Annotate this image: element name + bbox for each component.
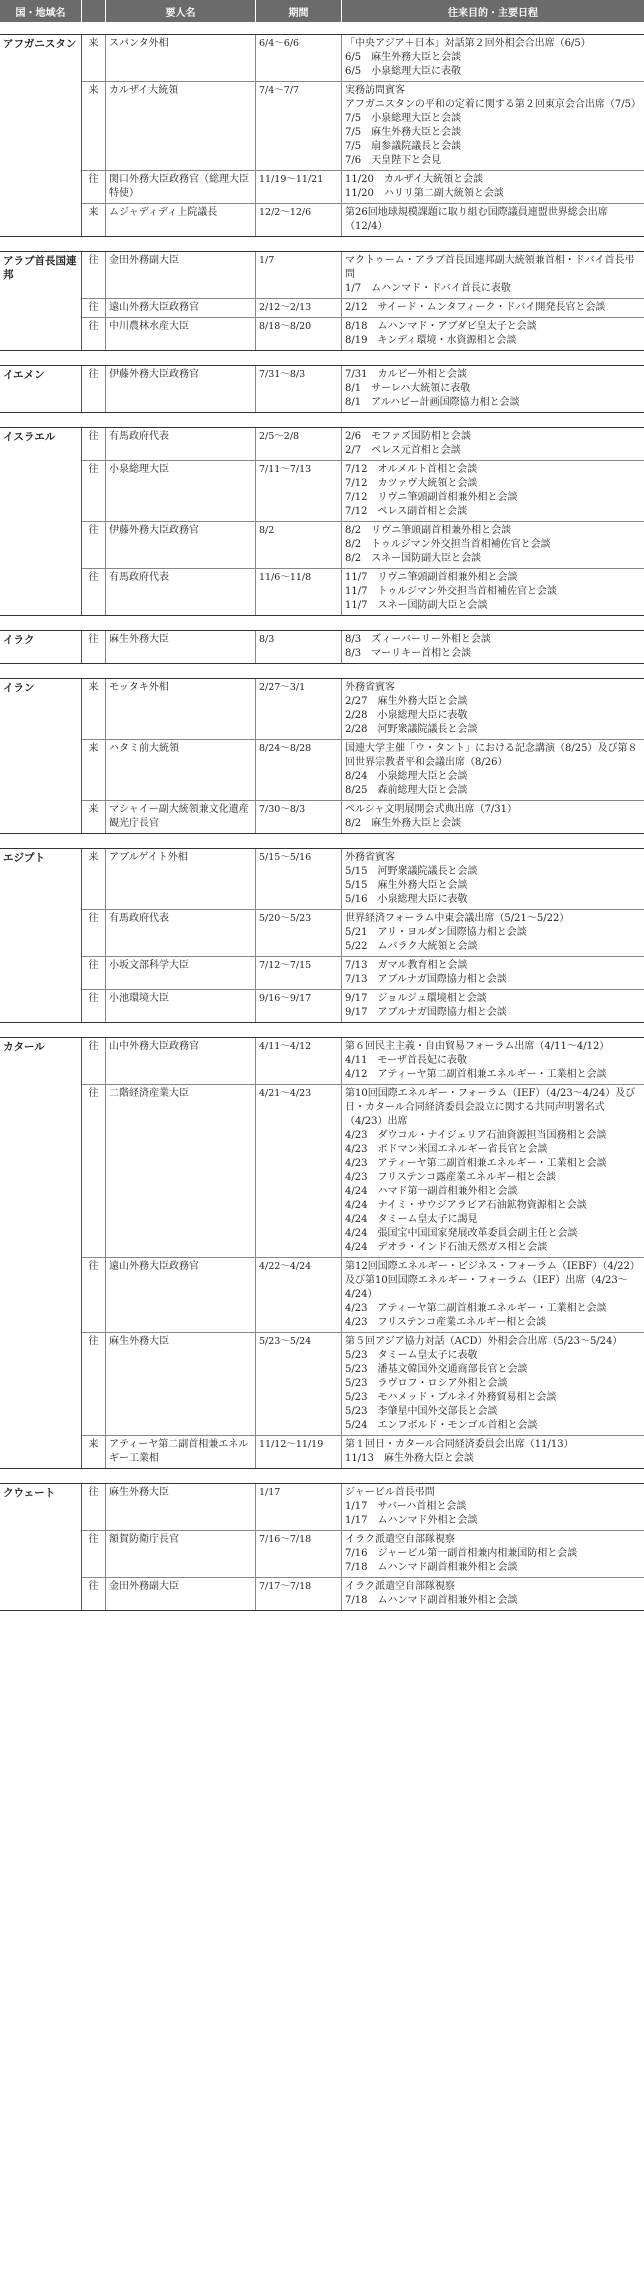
schedule-line: 6/5 麻生外務大臣と会談 [345,52,462,63]
schedule-line: 7/18 ムハンマド副首相兼外相と会談 [345,1562,518,1573]
schedule-line: 7/12 ペレス副首相と会談 [345,506,468,517]
purpose-cell [342,252,644,298]
person-cell: ムジャディディ上院議長 [106,204,256,236]
schedule-line: イラク派遣空自部隊視察 [345,1581,455,1592]
direction-cell: 往 [82,1578,106,1610]
direction-cell: 往 [82,1085,106,1257]
schedule-line: 9/17 アブルナガ国際協力相と会談 [345,1007,507,1018]
purpose-cell [342,990,644,1022]
period-cell: 2/12～2/13 [256,299,342,317]
schedule-line: 4/23 ボドマン米国エネルギー省長官と会談 [345,1144,548,1155]
schedule-line: 8/2 麻生外務大臣と会談 [345,818,462,829]
direction-cell: 来 [82,849,106,909]
schedule-line: 7/12 リヴニ筆頭副首相兼外相と会談 [345,492,518,503]
schedule-line: イラク派遣空自部隊視察 [345,1534,455,1545]
direction-cell: 往 [82,252,106,298]
purpose-cell [342,366,644,412]
period-cell: 8/24～8/28 [256,740,342,800]
schedule-line: 7/5 小泉総理大臣と会談 [345,113,462,124]
table-row [82,957,644,990]
schedule-line: 第１回日・カタール合同経済委員会出席（11/13） [345,1439,574,1450]
period-cell: 6/4～6/6 [256,35,342,81]
direction-cell: 来 [82,82,106,170]
person-cell: 金田外務副大臣 [106,252,256,298]
schedule-line: 第５回アジア協力対話（ACD）外相会合出席（5/23～5/24） [345,1336,623,1347]
person-cell: 関口外務大臣政務官（総理大臣特使） [106,171,256,203]
schedule-line: 2/28 小泉総理大臣に表敬 [345,710,468,721]
schedule-line: 5/23 潘基文韓国外交通商部長官と会談 [345,1364,528,1375]
direction-cell: 往 [82,299,106,317]
schedule-line: 1/17 サバーハ首相と会談 [345,1501,467,1512]
schedule-line: 第12回国際エネルギー・ビジネス・フォーラム（IEBF）（4/22）及び第10回国際エネルギー・フォーラム（IEF）出席（4/23～4/24） [345,1261,640,1300]
purpose-cell [342,569,644,615]
table-row [82,990,644,1022]
purpose-cell [342,1258,644,1332]
schedule-line: 2/6 モファズ国防相と会談 [345,431,471,442]
purpose-cell [342,35,644,81]
table-row [82,1258,644,1333]
purpose-cell [342,82,644,170]
schedule-line: 8/1 アルハビー計画国際協力相と会談 [345,397,520,408]
person-cell: 遠山外務大臣政務官 [106,1258,256,1332]
schedule-line: 8/19 キンディ環境・水資源相と会談 [345,335,517,346]
period-cell: 5/20～5/23 [256,910,342,956]
table-row [82,1085,644,1258]
purpose-cell [342,461,644,521]
period-cell: 8/2 [256,522,342,568]
direction-cell: 往 [82,1038,106,1084]
period-cell: 5/23～5/24 [256,1333,342,1435]
person-cell: 山中外務大臣政務官 [106,1038,256,1084]
period-cell: 7/11～7/13 [256,461,342,521]
table-row [82,740,644,801]
schedule-line: 第26回地球規模課題に取り組む国際議員連盟世界総会出席（12/4） [345,207,608,232]
direction-cell: 往 [82,1531,106,1577]
country-group [0,1037,644,1469]
table-header [0,0,644,22]
schedule-line: 4/23 ダウコル・ナイジェリア石油資源担当国務相と会談 [345,1130,607,1141]
schedule-line: 「中央アジア＋日本」対話第２回外相会合出席（6/5） [345,38,591,49]
schedule-line: 8/3 マーリキー首相と会談 [345,648,472,659]
purpose-cell [342,1436,644,1468]
table-row [82,631,644,663]
period-cell: 2/27～3/1 [256,679,342,739]
purpose-cell [342,910,644,956]
person-cell: スパンタ外相 [106,35,256,81]
country-group [0,427,644,616]
schedule-line: 5/21 アリ・ヨルダン国際協力相と会談 [345,927,527,938]
direction-cell: 来 [82,740,106,800]
period-cell: 9/16～9/17 [256,990,342,1022]
schedule-line: 5/23 ラヴロフ・ロシア外相と会談 [345,1378,508,1389]
country-group [0,1483,644,1611]
direction-cell: 往 [82,1484,106,1530]
schedule-line: 4/11 モーザ首長妃に表敬 [345,1055,468,1066]
schedule-line: 9/17 ジョルジュ環境相と会談 [345,993,487,1004]
person-cell: 小坂文部科学大臣 [106,957,256,989]
schedule-line: 世界経済フォーラム中東会議出席（5/21～5/22） [345,913,570,924]
header-direction [82,0,106,22]
schedule-line: 7/6 天皇陛下と会見 [345,155,442,166]
schedule-line: 4/24 ハマド第一副首相兼外相と会談 [345,1186,518,1197]
schedule-line: 7/18 ムハンマド副首相兼外相と会談 [345,1595,518,1606]
schedule-line: 8/2 スネー国防副大臣と会談 [345,553,482,564]
direction-cell: 往 [82,461,106,521]
period-cell: 11/6～11/8 [256,569,342,615]
period-cell: 11/19～11/21 [256,171,342,203]
direction-cell: 来 [82,204,106,236]
period-cell: 7/30～8/3 [256,801,342,833]
period-cell: 7/16～7/18 [256,1531,342,1577]
direction-cell: 来 [82,1436,106,1468]
schedule-line: 5/23 李肇星中国外交部長と会談 [345,1406,498,1417]
schedule-line: 11/7 リヴニ筆頭副首相兼外相と会談 [345,572,518,583]
table-row [82,569,644,615]
country-name: エジプト [0,849,82,1022]
schedule-line: 4/12 アティーヤ第二副首相兼エネルギー・工業相と会談 [345,1069,607,1080]
schedule-line: 7/13 ガマル教育相と会談 [345,960,468,971]
schedule-line: 7/31 カルビー外相と会談 [345,369,468,380]
country-group [0,678,644,834]
table-row [82,679,644,740]
schedule-line: 5/22 ムバラク大統領と会談 [345,941,478,952]
schedule-line: 8/1 サーレハ大統領に表敬 [345,383,471,394]
period-cell: 2/5～2/8 [256,428,342,460]
person-cell: 小池環境大臣 [106,990,256,1022]
person-cell: 有馬政府代表 [106,428,256,460]
schedule-line: 5/24 エンフボルド・モンゴル首相と会談 [345,1420,538,1431]
schedule-line: 国連大学主催「ウ・タント」における記念講演（8/25）及び第８回世界宗教者平和会議出席（8/26） [345,743,638,768]
table-row [82,171,644,204]
table-row [82,204,644,236]
person-cell: 有馬政府代表 [106,910,256,956]
direction-cell: 往 [82,171,106,203]
table-row [82,849,644,910]
person-cell: 遠山外務大臣政務官 [106,299,256,317]
country-group [0,251,644,351]
schedule-line: 6/5 小泉総理大臣に表敬 [345,66,462,77]
person-cell: 中川農林水産大臣 [106,318,256,350]
schedule-line: 7/5 麻生外務大臣と会談 [345,127,462,138]
schedule-line: 5/23 タミーム皇太子に表敬 [345,1350,478,1361]
purpose-cell [342,1085,644,1257]
schedule-line: 1/17 ムハンマド外相と会談 [345,1515,478,1526]
schedule-line: 4/23 フリステンコ露産業エネルギー相と会談 [345,1172,557,1183]
country-name: カタール [0,1038,82,1468]
person-cell: 麻生外務大臣 [106,631,256,663]
schedule-line: 5/15 河野衆議院議長と会談 [345,866,478,877]
schedule-line: 8/24 小泉総理大臣と会談 [345,771,468,782]
person-cell: アブルゲイト外相 [106,849,256,909]
person-cell: 額賀防衛庁長官 [106,1531,256,1577]
person-cell: 伊藤外務大臣政務官 [106,366,256,412]
period-cell: 4/22～4/24 [256,1258,342,1332]
purpose-cell [342,679,644,739]
period-cell: 1/17 [256,1484,342,1530]
direction-cell: 往 [82,1258,106,1332]
period-cell: 8/18～8/20 [256,318,342,350]
period-cell: 7/4～7/7 [256,82,342,170]
country-name: クウェート [0,1484,82,1610]
country-group [0,34,644,237]
schedule-line: 7/12 カツァヴ大統領と会談 [345,478,478,489]
country-group [0,848,644,1023]
schedule-line: 2/12 サイード・ムンタフィーク・ドバイ開発長官と会談 [345,302,606,313]
schedule-line: 8/2 トゥルジマン外交担当首相補佐官と会談 [345,539,551,550]
table-row [82,82,644,171]
purpose-cell [342,204,644,236]
person-cell: 小泉総理大臣 [106,461,256,521]
schedule-line: マクトゥーム・アラブ首長国連邦副大統領兼首相・ドバイ首長弔問 [345,255,635,280]
schedule-line: 2/27 麻生外務大臣と会談 [345,696,468,707]
schedule-line: 11/20 ハリリ第二副大統領と会談 [345,188,504,199]
direction-cell: 往 [82,569,106,615]
person-cell: 二階経済産業大臣 [106,1085,256,1257]
country-group [0,630,644,664]
person-cell: 麻生外務大臣 [106,1333,256,1435]
table-row [82,1531,644,1578]
schedule-line: 8/25 森前総理大臣と会談 [345,785,468,796]
table-row [82,299,644,318]
schedule-line: 11/7 スネー国防副大臣と会談 [345,600,488,611]
header-purpose: 往来目的・主要日程 [448,7,538,19]
period-cell: 7/17～7/18 [256,1578,342,1610]
schedule-line: 2/28 河野衆議院議長と会談 [345,724,478,735]
purpose-cell [342,1578,644,1610]
person-cell: 金田外務副大臣 [106,1578,256,1610]
country-group [0,365,644,413]
period-cell: 7/12～7/15 [256,957,342,989]
table-row [82,1484,644,1531]
purpose-cell [342,957,644,989]
purpose-cell [342,1333,644,1435]
direction-cell: 往 [82,522,106,568]
table-body [0,34,644,1611]
table-row [82,252,644,299]
period-cell: 4/21～4/23 [256,1085,342,1257]
country-name: イラン [0,679,82,833]
purpose-cell [342,1531,644,1577]
table-row [82,522,644,569]
schedule-line: 11/7 トゥルジマン外交担当首相補佐官と会談 [345,586,557,597]
schedule-line: 7/5 扇参議院議長と会談 [345,141,462,152]
schedule-line: 外務省賓客 [345,852,395,863]
person-cell: カルザイ大統領 [106,82,256,170]
schedule-line: 外務省賓客 [345,682,395,693]
country-name: イラク [0,631,82,663]
purpose-cell [342,428,644,460]
period-cell: 5/15～5/16 [256,849,342,909]
table-row [82,910,644,957]
purpose-cell [342,318,644,350]
schedule-line: 8/18 ムハンマド・アブダビ皇太子と会談 [345,321,537,332]
table-row [82,801,644,833]
period-cell: 12/2～12/6 [256,204,342,236]
person-cell: 麻生外務大臣 [106,1484,256,1530]
schedule-line: 4/23 アティーヤ第二副首相兼エネルギー・工業相と会談 [345,1303,607,1314]
schedule-line: 7/13 アブルナガ国際協力相と会談 [345,974,507,985]
schedule-line: 5/16 小泉総理大臣に表敬 [345,894,468,905]
table-row [82,318,644,350]
table-row [82,1333,644,1436]
schedule-line: アフガニスタンの平和の定着に関する第２回東京会合出席（7/5） [345,99,641,110]
schedule-line: 4/24 ナイミ・サウジアラビア石油鉱物資源相と会談 [345,1200,587,1211]
purpose-cell [342,299,644,317]
schedule-line: 4/24 デオラ・インド石油天然ガス相と会談 [345,1242,548,1253]
purpose-cell [342,1484,644,1530]
period-cell: 11/12～11/19 [256,1436,342,1468]
purpose-cell [342,631,644,663]
schedule-line: 2/7 ペレス元首相と会談 [345,445,461,456]
schedule-line: 実務訪問賓客 [345,85,405,96]
schedule-line: 4/24 タミーム皇太子に謁見 [345,1214,478,1225]
schedule-line: 第６回民主主義・自由貿易フォーラム出席（4/11～4/12） [345,1041,610,1052]
table-row [82,428,644,461]
table-row [82,1578,644,1610]
direction-cell: 往 [82,428,106,460]
person-cell: 伊藤外務大臣政務官 [106,522,256,568]
schedule-line: 4/23 フリステンコ産業エネルギー相と会談 [345,1317,547,1328]
table-row [82,1436,644,1468]
direction-cell: 来 [82,801,106,833]
table-row [82,35,644,82]
period-cell: 1/7 [256,252,342,298]
direction-cell: 往 [82,366,106,412]
table-row [82,1038,644,1085]
header-country: 国・地域名 [0,0,82,22]
direction-cell: 往 [82,910,106,956]
schedule-line: ジャービル首長弔問 [345,1487,435,1498]
person-cell: マシャイー副大統領兼文化遺産観光庁長官 [106,801,256,833]
period-cell: 7/31～8/3 [256,366,342,412]
schedule-line: 4/24 張国宝中国国家発展改革委員会副主任と会談 [345,1228,578,1239]
schedule-line: 4/23 アティーヤ第二副首相兼エネルギー・工業相と会談 [345,1158,607,1169]
table-row [82,366,644,412]
schedule-line: ペルシャ文明展開会式典出席（7/31） [345,804,518,815]
purpose-cell [342,171,644,203]
period-cell: 4/11～4/12 [256,1038,342,1084]
country-name: アフガニスタン [0,35,82,236]
direction-cell: 往 [82,631,106,663]
header-period: 期間 [256,0,342,22]
schedule-line: 7/12 オルメルト首相と会談 [345,464,478,475]
schedule-line: 5/23 モハメッド・ブルネイ外務貿易相と会談 [345,1392,557,1403]
person-cell: アティーヤ第二副首相兼エネルギー工業相 [106,1436,256,1468]
schedule-line: 8/3 ズィーバーリー外相と会談 [345,634,491,645]
period-cell: 8/3 [256,631,342,663]
direction-cell: 往 [82,1333,106,1435]
table-row [82,461,644,522]
purpose-cell [342,1038,644,1084]
purpose-cell [342,849,644,909]
purpose-cell [342,801,644,833]
purpose-cell [342,740,644,800]
schedule-line: 5/15 麻生外務大臣と会談 [345,880,468,891]
direction-cell: 往 [82,957,106,989]
schedule-line: 7/16 ジャービル第一副首相兼内相兼国防相と会談 [345,1548,578,1559]
country-name: アラブ首長国連邦 [0,252,82,350]
schedule-line: 11/13 麻生外務大臣と会談 [345,1453,474,1464]
schedule-line: 8/2 リヴニ筆頭副首相兼外相と会談 [345,525,512,536]
direction-cell: 往 [82,990,106,1022]
person-cell: ハタミ前大統領 [106,740,256,800]
purpose-cell [342,522,644,568]
country-name: イスラエル [0,428,82,615]
person-cell: モッタキ外相 [106,679,256,739]
direction-cell: 来 [82,35,106,81]
country-name: イエメン [0,366,82,412]
direction-cell: 往 [82,318,106,350]
header-person: 要人名 [106,0,256,22]
schedule-line: 第10回国際エネルギー・フォーラム（IEF）（4/23～4/24）及び日・カタール合同経済委員会設立に関する共同声明署名式（4/23）出席 [345,1088,636,1127]
schedule-line: 1/7 ムハンマド・ドバイ首長に表敬 [345,283,511,294]
schedule-line: 11/20 カルザイ大統領と会談 [345,174,484,185]
person-cell: 有馬政府代表 [106,569,256,615]
direction-cell: 来 [82,679,106,739]
